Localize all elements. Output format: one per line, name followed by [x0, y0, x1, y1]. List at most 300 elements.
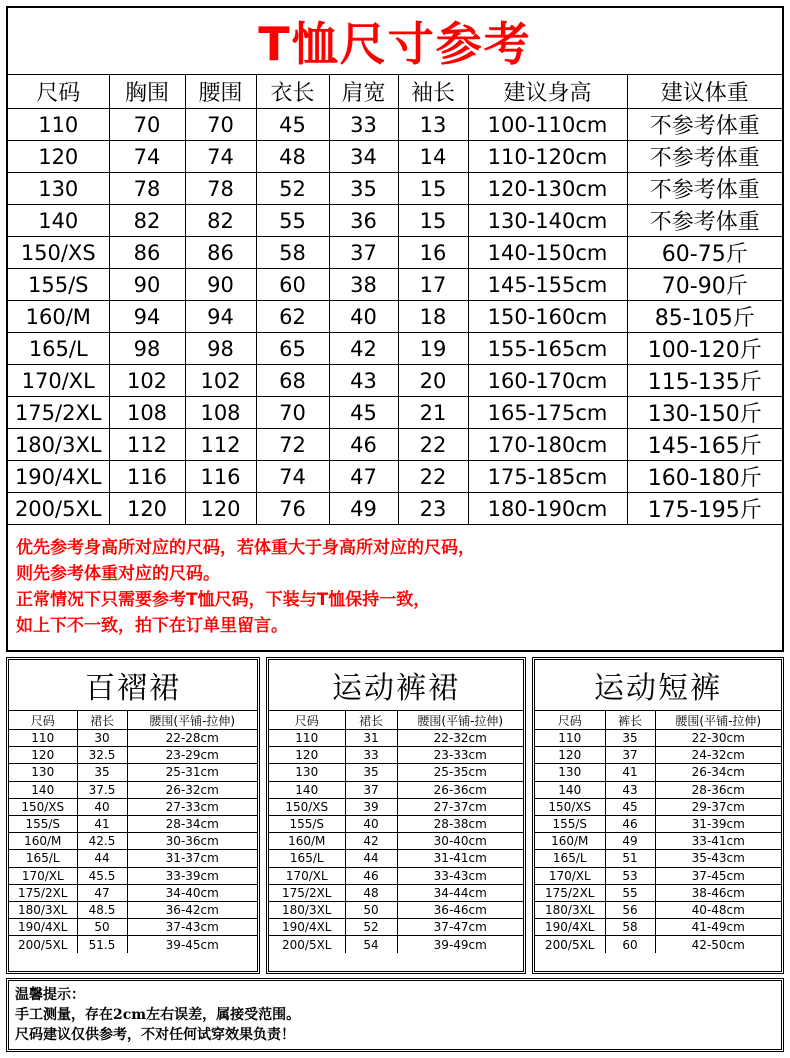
table-cell: 45 [256, 109, 329, 141]
table-cell: 120-130cm [468, 173, 627, 205]
header-waist: 腰围(平铺-拉伸) [397, 711, 523, 730]
table-cell: 94 [185, 301, 256, 333]
table-cell: 18 [398, 301, 468, 333]
table-cell: 180-190cm [468, 493, 627, 525]
table-cell: 42-50cm [655, 936, 781, 953]
tshirt-size-chart [6, 6, 784, 652]
table-cell: 85-105斤 [627, 301, 782, 333]
table-row [535, 850, 781, 867]
table-cell: 13 [398, 109, 468, 141]
table-cell: 102 [185, 365, 256, 397]
table-row [535, 730, 781, 747]
table-cell: 120 [269, 747, 345, 764]
table-cell: 31-39cm [655, 815, 781, 832]
table-cell: 120 [535, 747, 605, 764]
header-length: 裤长 [605, 711, 655, 730]
table-cell: 155/S [535, 815, 605, 832]
table-cell: 45.5 [77, 867, 127, 884]
table-row [9, 730, 257, 747]
table-cell: 165/L [269, 850, 345, 867]
table-cell: 68 [256, 365, 329, 397]
table-cell: 170-180cm [468, 429, 627, 461]
table-cell: 145-165斤 [627, 429, 782, 461]
table-header-row [269, 711, 523, 730]
table-header-row [9, 711, 257, 730]
table-cell: 41-49cm [655, 919, 781, 936]
table-cell: 110-120cm [468, 141, 627, 173]
table-cell: 46 [329, 429, 398, 461]
note-line: 优先参考身高所对应的尺码，若体重大于身高所对应的尺码， [16, 538, 475, 558]
table-row [535, 781, 781, 798]
table-cell: 82 [185, 205, 256, 237]
table-cell: 70 [185, 109, 256, 141]
table-cell: 145-155cm [468, 269, 627, 301]
table-row [8, 173, 782, 205]
size-notes [8, 525, 782, 639]
table-cell: 150/XS [535, 798, 605, 815]
table-row [269, 884, 523, 901]
pleated-skirt-rows [9, 730, 257, 953]
table-row [8, 109, 782, 141]
table-cell: 70 [256, 397, 329, 429]
table-cell: 200/5XL [535, 936, 605, 953]
table-cell: 37 [345, 781, 397, 798]
table-cell: 180/3XL [535, 901, 605, 918]
table-cell: 120 [185, 493, 256, 525]
table-header-row [8, 75, 782, 109]
table-cell: 65 [256, 333, 329, 365]
table-cell: 21 [398, 397, 468, 429]
pleated-skirt-chart [6, 657, 260, 974]
table-cell: 70 [109, 109, 185, 141]
table-cell: 175/2XL [8, 397, 109, 429]
sport-skort-title: 运动裤裙 [332, 671, 460, 706]
table-cell: 160-170cm [468, 365, 627, 397]
table-cell: 160/M [8, 301, 109, 333]
table-cell: 140 [8, 205, 109, 237]
table-cell: 70-90斤 [627, 269, 782, 301]
table-cell: 160/M [269, 833, 345, 850]
table-row [269, 815, 523, 832]
table-row [269, 781, 523, 798]
table-cell: 180/3XL [269, 901, 345, 918]
tshirt-size-rows [8, 109, 782, 525]
table-cell: 43 [329, 365, 398, 397]
pleated-skirt-title: 百褶裙 [85, 671, 181, 706]
table-cell: 15 [398, 205, 468, 237]
table-cell: 52 [345, 919, 397, 936]
table-cell: 30 [77, 730, 127, 747]
table-cell: 35 [605, 730, 655, 747]
table-cell: 38 [329, 269, 398, 301]
table-cell: 44 [77, 850, 127, 867]
table-cell: 115-135斤 [627, 365, 782, 397]
table-cell: 62 [256, 301, 329, 333]
table-cell: 74 [185, 141, 256, 173]
table-cell: 34-40cm [127, 884, 257, 901]
table-cell: 22-28cm [127, 730, 257, 747]
table-cell: 42 [345, 833, 397, 850]
table-row [535, 833, 781, 850]
table-cell: 31-37cm [127, 850, 257, 867]
table-cell: 78 [109, 173, 185, 205]
table-cell: 90 [185, 269, 256, 301]
table-cell: 116 [109, 461, 185, 493]
table-cell: 36 [329, 205, 398, 237]
table-row [535, 815, 781, 832]
table-cell: 140 [535, 781, 605, 798]
table-cell: 41 [77, 815, 127, 832]
header-chest: 胸围 [109, 75, 185, 109]
table-cell: 32.5 [77, 747, 127, 764]
table-cell: 190/4XL [535, 919, 605, 936]
table-cell: 22 [398, 461, 468, 493]
table-row [535, 936, 781, 953]
table-cell: 98 [185, 333, 256, 365]
note-line: 正常情况下只需要参考T恤尺码，下装与T恤保持一致， [16, 590, 431, 610]
table-cell: 116 [185, 461, 256, 493]
table-cell: 50 [345, 901, 397, 918]
table-row [269, 730, 523, 747]
table-cell: 155/S [269, 815, 345, 832]
sport-shorts-title: 运动短裤 [594, 671, 722, 706]
table-cell: 48 [256, 141, 329, 173]
table-cell: 24-32cm [655, 747, 781, 764]
table-cell: 28-38cm [397, 815, 523, 832]
table-cell: 55 [256, 205, 329, 237]
table-cell: 19 [398, 333, 468, 365]
tips-line: 手工测量，存在2cm左右误差，属接受范围。 [15, 1007, 301, 1023]
header-sleeve: 袖长 [398, 75, 468, 109]
sport-skort-chart [266, 657, 526, 974]
table-cell: 200/5XL [269, 936, 345, 953]
table-row [535, 919, 781, 936]
table-row [9, 833, 257, 850]
table-row [535, 747, 781, 764]
table-row [9, 747, 257, 764]
table-cell: 94 [109, 301, 185, 333]
header-length: 衣长 [256, 75, 329, 109]
table-cell: 165/L [9, 850, 77, 867]
table-cell: 110 [535, 730, 605, 747]
table-cell: 46 [345, 867, 397, 884]
table-cell: 175/2XL [269, 884, 345, 901]
table-cell: 40 [77, 798, 127, 815]
table-cell: 55 [605, 884, 655, 901]
table-cell: 53 [605, 867, 655, 884]
table-cell: 100-110cm [468, 109, 627, 141]
table-cell: 60 [605, 936, 655, 953]
table-cell: 130 [269, 764, 345, 781]
tips-line: 尺码建议仅供参考，不对任何试穿效果负责！ [15, 1027, 295, 1043]
table-cell: 39-49cm [397, 936, 523, 953]
table-cell: 35 [345, 764, 397, 781]
header-shoulder: 肩宽 [329, 75, 398, 109]
table-cell: 120 [8, 141, 109, 173]
table-row [8, 365, 782, 397]
table-cell: 35 [329, 173, 398, 205]
table-cell: 155-165cm [468, 333, 627, 365]
table-cell: 22-30cm [655, 730, 781, 747]
pleated-skirt-table [9, 710, 257, 953]
table-row [9, 798, 257, 815]
table-cell: 27-33cm [127, 798, 257, 815]
table-row [9, 764, 257, 781]
table-row [8, 205, 782, 237]
table-cell: 33-41cm [655, 833, 781, 850]
table-cell: 31 [345, 730, 397, 747]
table-cell: 175-185cm [468, 461, 627, 493]
table-cell: 110 [9, 730, 77, 747]
table-row [535, 884, 781, 901]
table-cell: 不参考体重 [627, 141, 782, 173]
tips-heading: 温馨提示： [15, 987, 85, 1003]
table-cell: 46 [605, 815, 655, 832]
table-cell: 155/S [9, 815, 77, 832]
table-cell: 不参考体重 [627, 173, 782, 205]
table-row [535, 901, 781, 918]
table-cell: 56 [605, 901, 655, 918]
table-cell: 74 [109, 141, 185, 173]
table-cell: 36-42cm [127, 901, 257, 918]
table-cell: 86 [109, 237, 185, 269]
table-cell: 155/S [8, 269, 109, 301]
table-row [535, 798, 781, 815]
table-cell: 45 [329, 397, 398, 429]
table-cell: 150/XS [8, 237, 109, 269]
table-row [8, 429, 782, 461]
note-line: 则先参考体重对应的尺码。 [16, 564, 220, 584]
table-cell: 45 [605, 798, 655, 815]
table-row [8, 237, 782, 269]
sport-skort-rows [269, 730, 523, 953]
table-cell: 78 [185, 173, 256, 205]
table-cell: 51.5 [77, 936, 127, 953]
table-row [9, 901, 257, 918]
table-cell: 49 [605, 833, 655, 850]
table-cell: 120 [9, 747, 77, 764]
table-cell: 170/XL [535, 867, 605, 884]
table-row [269, 747, 523, 764]
table-cell: 130-150斤 [627, 397, 782, 429]
table-cell: 28-36cm [655, 781, 781, 798]
table-cell: 180/3XL [8, 429, 109, 461]
table-cell: 58 [605, 919, 655, 936]
table-row [8, 141, 782, 173]
table-cell: 120 [109, 493, 185, 525]
header-length: 裙长 [77, 711, 127, 730]
table-row [269, 867, 523, 884]
table-cell: 190/4XL [269, 919, 345, 936]
table-cell: 15 [398, 173, 468, 205]
table-row [8, 301, 782, 333]
table-cell: 108 [185, 397, 256, 429]
table-cell: 140 [9, 781, 77, 798]
table-header-row [535, 711, 781, 730]
table-row [269, 833, 523, 850]
table-cell: 165-175cm [468, 397, 627, 429]
table-cell: 110 [8, 109, 109, 141]
header-size: 尺码 [269, 711, 345, 730]
header-height: 建议身高 [468, 75, 627, 109]
table-row [9, 781, 257, 798]
table-cell: 165/L [535, 850, 605, 867]
table-row [9, 919, 257, 936]
table-cell: 100-120斤 [627, 333, 782, 365]
table-cell: 140-150cm [468, 237, 627, 269]
table-cell: 33 [329, 109, 398, 141]
table-cell: 200/5XL [8, 493, 109, 525]
table-cell: 51 [605, 850, 655, 867]
table-cell: 108 [109, 397, 185, 429]
table-cell: 16 [398, 237, 468, 269]
table-row [9, 815, 257, 832]
table-cell: 49 [329, 493, 398, 525]
table-cell: 37.5 [77, 781, 127, 798]
table-cell: 39-45cm [127, 936, 257, 953]
table-cell: 34-44cm [397, 884, 523, 901]
table-cell: 35-43cm [655, 850, 781, 867]
table-cell: 34 [329, 141, 398, 173]
table-cell: 76 [256, 493, 329, 525]
table-row [269, 850, 523, 867]
table-cell: 175/2XL [535, 884, 605, 901]
table-cell: 23-33cm [397, 747, 523, 764]
table-cell: 28-34cm [127, 815, 257, 832]
table-cell: 37 [329, 237, 398, 269]
table-row [9, 936, 257, 953]
table-cell: 82 [109, 205, 185, 237]
page-title: T恤尺寸参考 [258, 17, 532, 71]
table-row [9, 884, 257, 901]
table-cell: 23-29cm [127, 747, 257, 764]
table-cell: 22 [398, 429, 468, 461]
table-cell: 50 [77, 919, 127, 936]
table-cell: 35 [77, 764, 127, 781]
table-cell: 23 [398, 493, 468, 525]
header-size: 尺码 [9, 711, 77, 730]
table-cell: 140 [269, 781, 345, 798]
table-cell: 37-47cm [397, 919, 523, 936]
table-cell: 30-40cm [397, 833, 523, 850]
table-cell: 150/XS [269, 798, 345, 815]
table-cell: 40 [345, 815, 397, 832]
table-cell: 72 [256, 429, 329, 461]
table-cell: 180/3XL [9, 901, 77, 918]
table-cell: 42.5 [77, 833, 127, 850]
table-row [8, 461, 782, 493]
table-cell: 170/XL [9, 867, 77, 884]
table-cell: 36-46cm [397, 901, 523, 918]
table-cell: 不参考体重 [627, 109, 782, 141]
table-cell: 190/4XL [8, 461, 109, 493]
table-cell: 30-36cm [127, 833, 257, 850]
sport-shorts-chart [532, 657, 784, 974]
table-cell: 98 [109, 333, 185, 365]
header-size: 尺码 [535, 711, 605, 730]
table-cell: 42 [329, 333, 398, 365]
table-cell: 200/5XL [9, 936, 77, 953]
table-row [9, 850, 257, 867]
table-cell: 160/M [535, 833, 605, 850]
table-cell: 39 [345, 798, 397, 815]
table-cell: 112 [109, 429, 185, 461]
sport-skort-table [269, 710, 523, 953]
table-row [269, 798, 523, 815]
table-row [269, 901, 523, 918]
table-cell: 40-48cm [655, 901, 781, 918]
table-cell: 22-32cm [397, 730, 523, 747]
table-cell: 48.5 [77, 901, 127, 918]
table-cell: 48 [345, 884, 397, 901]
table-cell: 43 [605, 781, 655, 798]
table-cell: 112 [185, 429, 256, 461]
table-cell: 20 [398, 365, 468, 397]
table-cell: 17 [398, 269, 468, 301]
table-row [8, 269, 782, 301]
table-cell: 37-45cm [655, 867, 781, 884]
table-cell: 130 [535, 764, 605, 781]
table-row [269, 919, 523, 936]
sport-shorts-rows [535, 730, 781, 953]
table-cell: 14 [398, 141, 468, 173]
table-cell: 60-75斤 [627, 237, 782, 269]
table-cell: 170/XL [269, 867, 345, 884]
table-cell: 60 [256, 269, 329, 301]
table-cell: 不参考体重 [627, 205, 782, 237]
table-cell: 40 [329, 301, 398, 333]
table-cell: 27-37cm [397, 798, 523, 815]
table-cell: 102 [109, 365, 185, 397]
table-cell: 26-32cm [127, 781, 257, 798]
table-row [535, 867, 781, 884]
table-cell: 54 [345, 936, 397, 953]
table-cell: 37-43cm [127, 919, 257, 936]
table-cell: 44 [345, 850, 397, 867]
table-row [8, 397, 782, 429]
table-cell: 175-195斤 [627, 493, 782, 525]
table-cell: 74 [256, 461, 329, 493]
tshirt-size-table [8, 74, 782, 525]
table-cell: 38-46cm [655, 884, 781, 901]
table-row [269, 764, 523, 781]
table-cell: 52 [256, 173, 329, 205]
table-cell: 33-43cm [397, 867, 523, 884]
table-row [269, 936, 523, 953]
table-cell: 37 [605, 747, 655, 764]
table-cell: 190/4XL [9, 919, 77, 936]
table-cell: 31-41cm [397, 850, 523, 867]
table-cell: 90 [109, 269, 185, 301]
table-cell: 33-39cm [127, 867, 257, 884]
table-cell: 47 [77, 884, 127, 901]
tips-box [6, 978, 784, 1052]
table-row [8, 333, 782, 365]
header-weight: 建议体重 [627, 75, 782, 109]
table-cell: 41 [605, 764, 655, 781]
table-row [8, 493, 782, 525]
table-cell: 33 [345, 747, 397, 764]
table-cell: 130-140cm [468, 205, 627, 237]
header-waist: 腰围(平铺-拉伸) [127, 711, 257, 730]
table-cell: 58 [256, 237, 329, 269]
table-cell: 130 [8, 173, 109, 205]
table-cell: 110 [269, 730, 345, 747]
sport-shorts-table [535, 710, 781, 953]
table-cell: 170/XL [8, 365, 109, 397]
table-cell: 26-36cm [397, 781, 523, 798]
table-cell: 160-180斤 [627, 461, 782, 493]
